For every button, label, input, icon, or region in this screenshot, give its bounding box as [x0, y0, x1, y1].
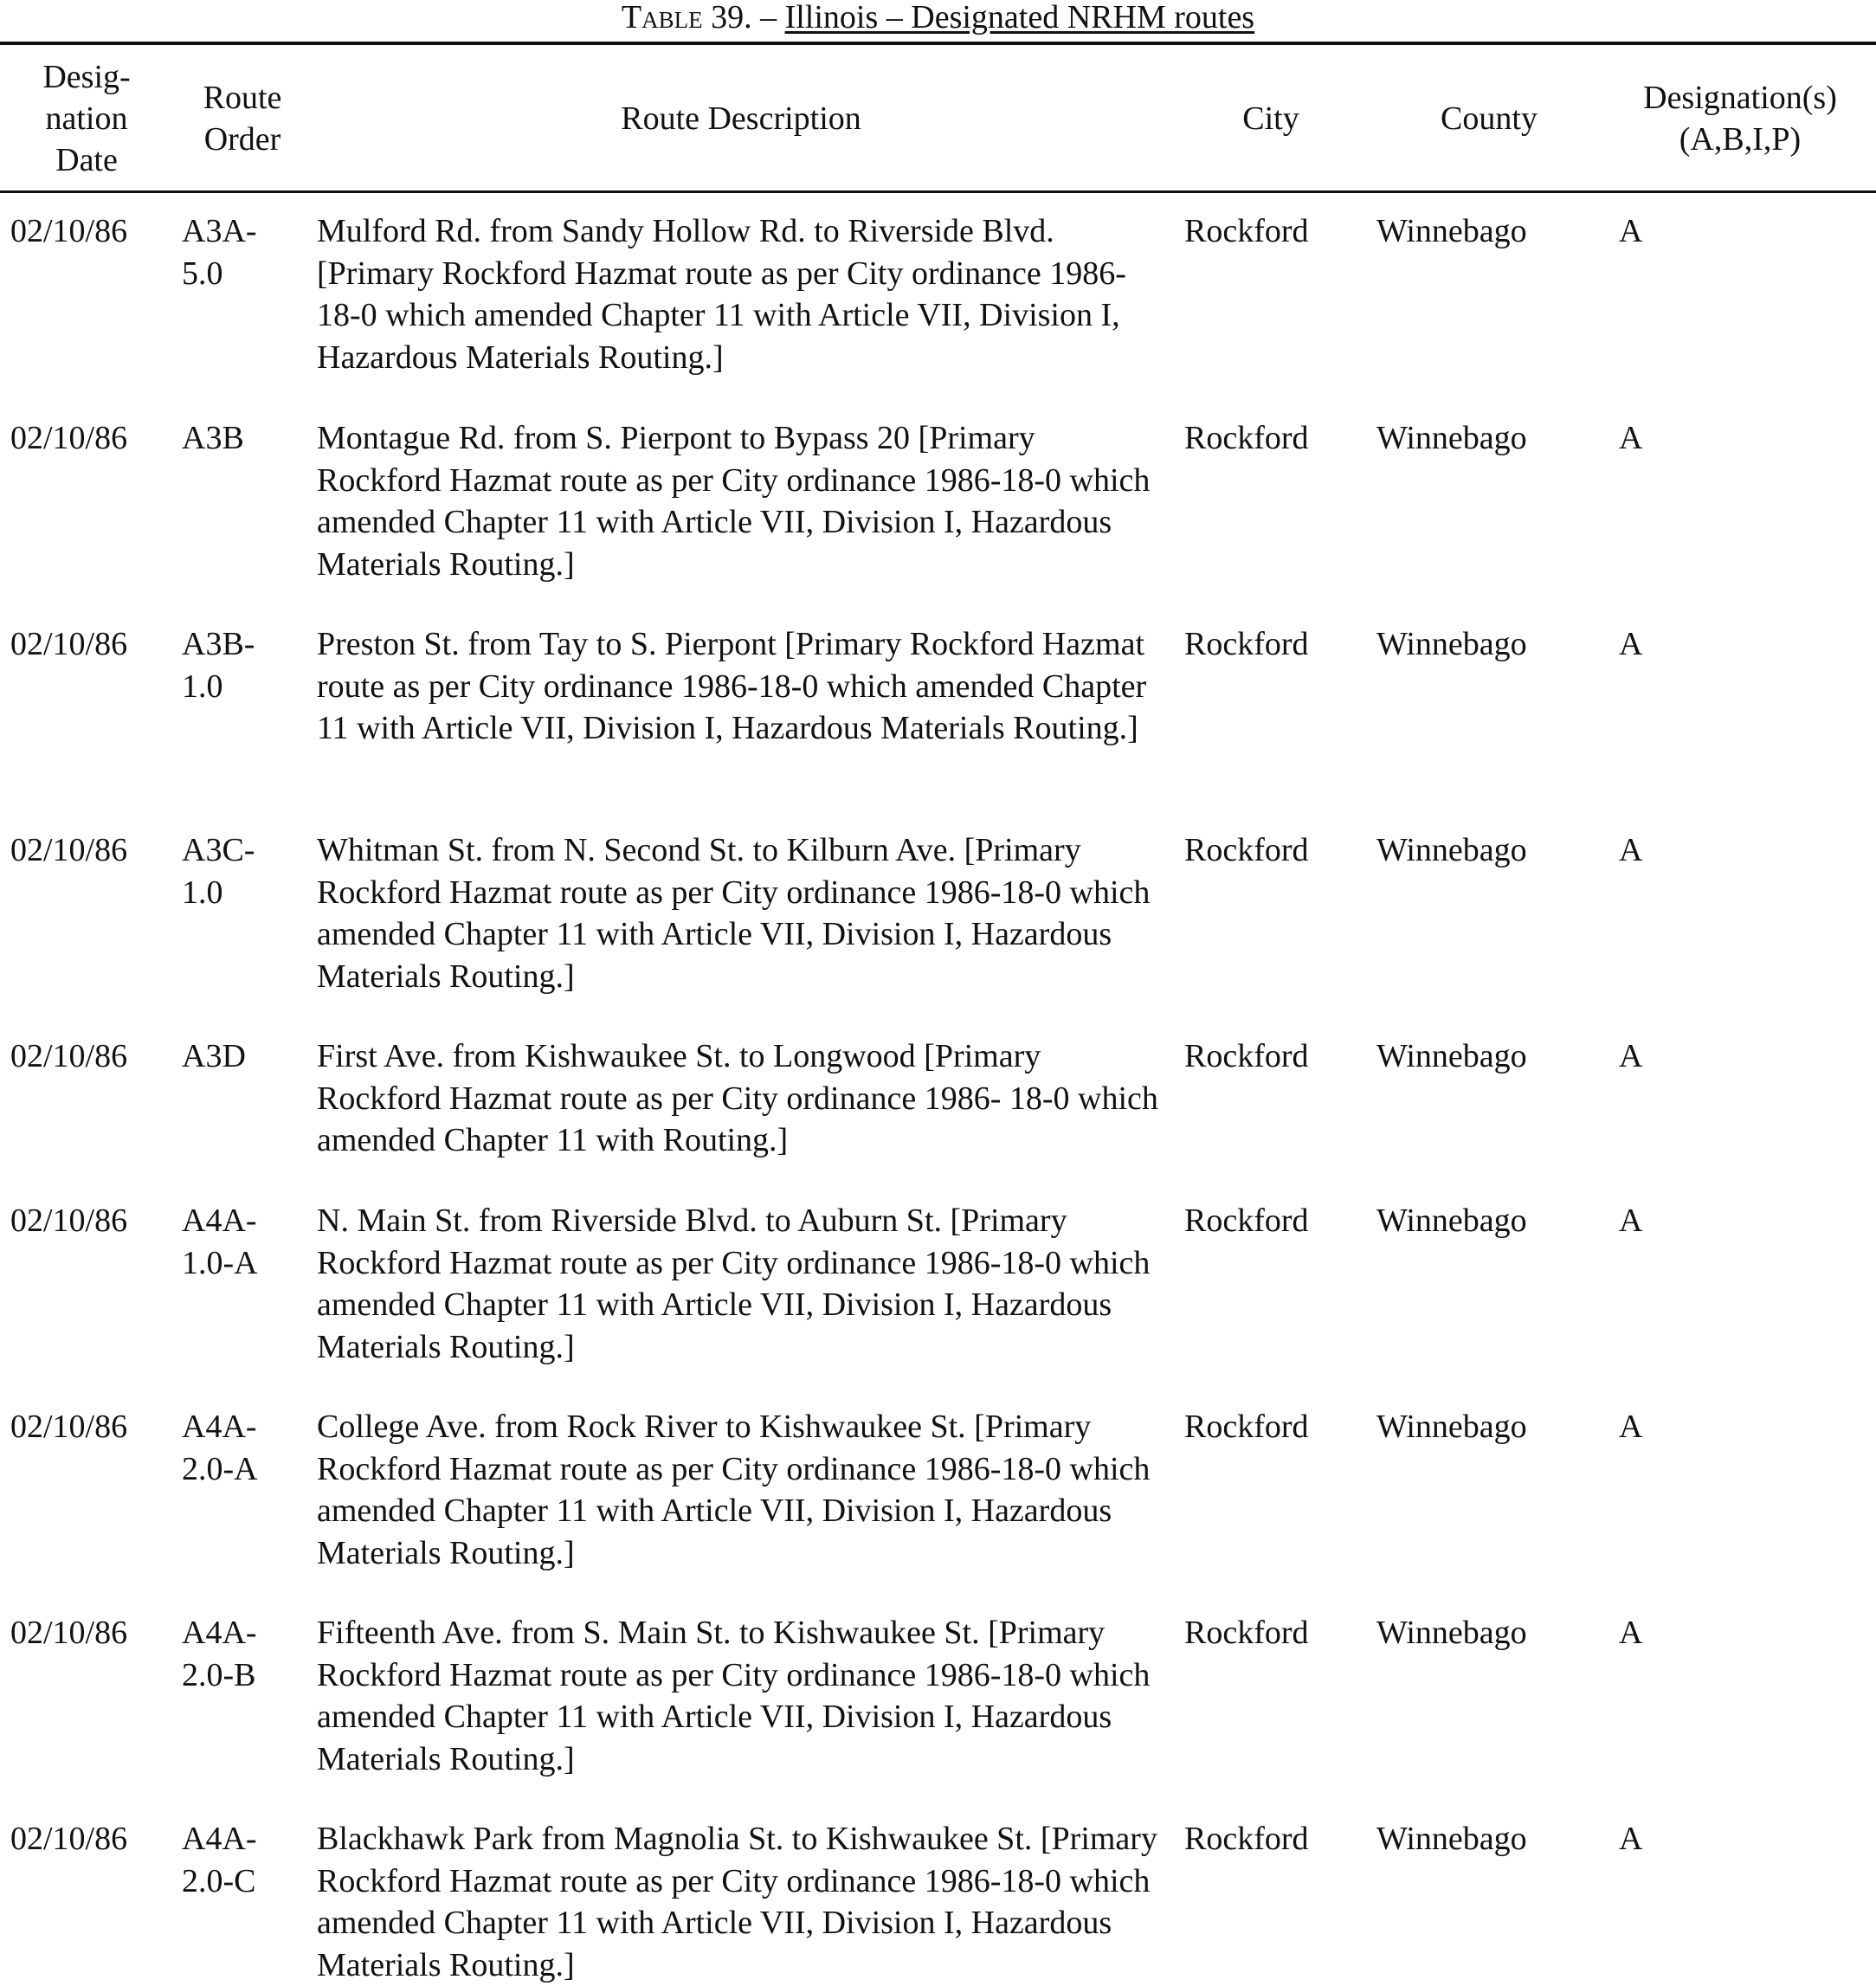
table-top-rule — [0, 42, 1876, 45]
row-designation-date: 02/10/86 — [10, 1821, 128, 1857]
row-county: Winnebago — [1376, 832, 1527, 868]
row-city: Rockford — [1184, 213, 1309, 249]
row-designation: A — [1619, 213, 1643, 249]
row-designation-date: 02/10/86 — [10, 213, 128, 249]
row-route-description: Mulford Rd. from Sandy Hollow Rd. to Riverside Blvd. [Primary Rockford Hazmat route as per City ordinance 1986-18-0 which amended Chapter 11 with Article VII, Division I, Hazardous Materials Routing.] — [317, 213, 1126, 376]
header-county: County — [1441, 100, 1538, 137]
row-route-description: N. Main St. from Riverside Blvd. to Auburn St. [Primary Rockford Hazmat route as per City ordinance 1986-18-0 which amended Chapter 11 with Article VII, Division I, Hazardous Materials Routing.] — [317, 1203, 1151, 1365]
table-title-main: Illinois – Designated NRHM routes — [784, 0, 1255, 35]
row-designation: A — [1619, 420, 1643, 456]
row-county: Winnebago — [1376, 1615, 1527, 1651]
row-route-order: A3D — [182, 1038, 246, 1074]
row-designation-date: 02/10/86 — [10, 1038, 128, 1074]
row-route-description: Fifteenth Ave. from S. Main St. to Kishwaukee St. [Primary Rockford Hazmat route as per City ordinance 1986-18-0 which amended Chapter 11 with Article VII, Division I, Hazardous Materials Routing.] — [317, 1615, 1151, 1777]
row-route-order: A3A- 5.0 — [182, 213, 257, 292]
header-designation-date: Desig- nation Date — [42, 58, 131, 178]
row-designation: A — [1619, 1203, 1643, 1239]
row-route-order: A3B- 1.0 — [182, 626, 255, 705]
row-city: Rockford — [1184, 1203, 1309, 1239]
table-title-prefix: Table — [621, 0, 703, 35]
table-title-number: 39. – — [702, 0, 785, 35]
header-designations: Designation(s) (A,B,I,P) — [1643, 79, 1837, 158]
row-county: Winnebago — [1376, 420, 1527, 456]
row-city: Rockford — [1184, 1615, 1309, 1651]
row-county: Winnebago — [1376, 1821, 1527, 1857]
row-designation: A — [1619, 1821, 1643, 1857]
table-title — [0, 0, 1876, 40]
row-route-description: Preston St. from Tay to S. Pierpont [Primary Rockford Hazmat route as per City ordinance 1986-18-0 which amended Chapter 11 with Article VII, Division I, Hazardous Materials Routing.] — [317, 626, 1147, 746]
row-designation: A — [1619, 626, 1643, 662]
row-route-order: A3C- 1.0 — [182, 832, 255, 911]
header-route-order: Route Order — [203, 79, 282, 158]
row-route-description: First Ave. from Kishwaukee St. to Longwood [Primary Rockford Hazmat route as per City ordinance 1986- 18-0 which amended Chapter 11 with Routing.] — [317, 1038, 1158, 1158]
table-header-rule — [0, 190, 1876, 193]
row-designation: A — [1619, 1615, 1643, 1651]
row-city: Rockford — [1184, 1821, 1309, 1857]
row-county: Winnebago — [1376, 213, 1527, 249]
row-designation: A — [1619, 832, 1643, 868]
row-county: Winnebago — [1376, 1409, 1527, 1445]
row-route-description: Montague Rd. from S. Pierpont to Bypass 20 [Primary Rockford Hazmat route as per City ordinance 1986-18-0 which amended Chapter 11 with Article VII, Division I, Hazardous Materials Routing.] — [317, 420, 1151, 583]
row-route-order: A4A- 2.0-C — [182, 1821, 257, 1899]
header-city: City — [1242, 100, 1299, 137]
row-route-description: Whitman St. from N. Second St. to Kilburn Ave. [Primary Rockford Hazmat route as per City ordinance 1986-18-0 which amended Chapter 11 with Article VII, Division I, Hazardous Materials Routing.] — [317, 832, 1151, 995]
row-county: Winnebago — [1376, 1203, 1527, 1239]
row-route-order: A4A- 2.0-A — [182, 1409, 258, 1487]
row-city: Rockford — [1184, 1409, 1309, 1445]
row-city: Rockford — [1184, 420, 1309, 456]
row-city: Rockford — [1184, 832, 1309, 868]
row-designation-date: 02/10/86 — [10, 1203, 128, 1239]
row-designation-date: 02/10/86 — [10, 420, 128, 456]
row-designation-date: 02/10/86 — [10, 1409, 128, 1445]
row-route-order: A3B — [182, 420, 244, 456]
row-designation-date: 02/10/86 — [10, 1615, 128, 1651]
row-designation-date: 02/10/86 — [10, 832, 128, 868]
row-route-order: A4A- 1.0-A — [182, 1203, 258, 1281]
row-city: Rockford — [1184, 626, 1309, 662]
row-route-order: A4A- 2.0-B — [182, 1615, 257, 1693]
row-city: Rockford — [1184, 1038, 1309, 1074]
row-county: Winnebago — [1376, 626, 1527, 662]
row-route-description: College Ave. from Rock River to Kishwaukee St. [Primary Rockford Hazmat route as per City ordinance 1986-18-0 which amended Chapter 11 with Article VII, Division I, Hazardous Materials Routing.] — [317, 1409, 1151, 1571]
row-designation-date: 02/10/86 — [10, 626, 128, 662]
header-route-description: Route Description — [621, 100, 861, 137]
row-designation: A — [1619, 1038, 1643, 1074]
row-designation: A — [1619, 1409, 1643, 1445]
row-county: Winnebago — [1376, 1038, 1527, 1074]
row-route-description: Blackhawk Park from Magnolia St. to Kishwaukee St. [Primary Rockford Hazmat route as per City ordinance 1986-18-0 which amended Chapter 11 with Article VII, Division I, Hazardous Materials Routing.] — [317, 1821, 1157, 1983]
